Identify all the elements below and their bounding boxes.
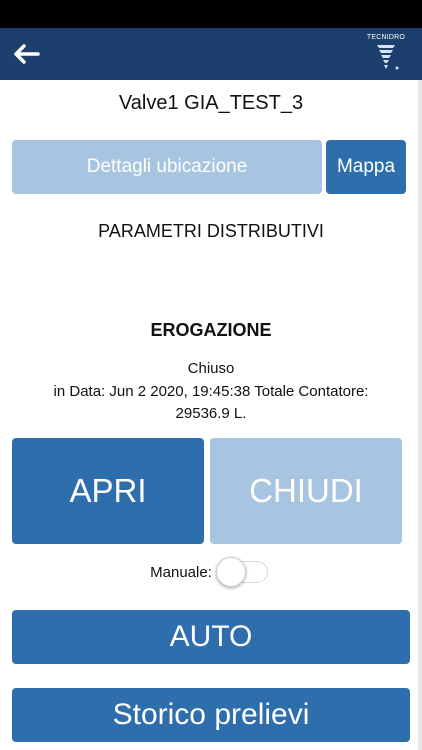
distribution-params-title: PARAMETRI DISTRIBUTIVI [98, 221, 324, 241]
toggle-knob [216, 557, 246, 587]
arrow-left-icon [12, 43, 40, 65]
manual-toggle[interactable] [216, 555, 272, 589]
back-button[interactable] [8, 36, 44, 72]
open-button[interactable]: APRI [12, 438, 204, 544]
brand-logo [364, 34, 408, 76]
page-title: Valve1 GIA_TEST_3 [118, 92, 304, 114]
location-details-button[interactable]: Dettagli ubicazione [12, 140, 322, 194]
status-bar [0, 0, 422, 28]
tecnidro-logo-icon [371, 43, 401, 71]
valve-state: Chiuso [187, 360, 235, 377]
auto-button[interactable]: AUTO [12, 610, 410, 664]
state-date-info: in Data: Jun 2 2020, 19:45:38 Totale Contatore: [53, 383, 369, 400]
manual-row [0, 555, 422, 589]
map-button[interactable]: Mappa [326, 140, 406, 194]
withdrawal-history-button[interactable]: Storico prelievi [12, 688, 410, 742]
app-bar [0, 28, 422, 80]
counter-total: 29536.9 L. [175, 405, 247, 422]
logo-text: TECNIDRO [366, 34, 406, 41]
close-button[interactable]: CHIUDI [210, 438, 402, 544]
delivery-title: EROGAZIONE [150, 320, 272, 340]
manual-label: Manuale: [150, 563, 212, 581]
